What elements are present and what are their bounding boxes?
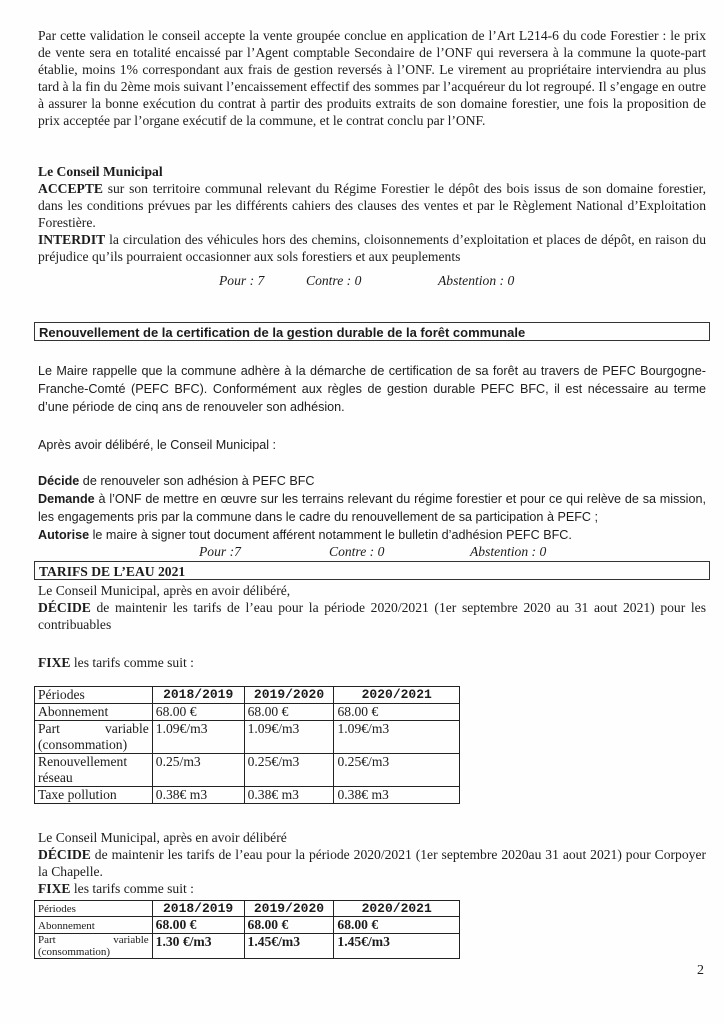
cell: 0.38€ m3 [244,787,334,804]
fixe-line [38,654,706,671]
interdit-keyword: INTERDIT [38,232,106,247]
table-row [35,917,460,934]
section-tarifs-header: TARIFS DE L’EAU 2021 [34,561,710,580]
cell: 68.00 € [244,704,334,721]
vote-abstention-2: Abstention : 0 [470,544,547,559]
cell: 1.45€/m3 [244,934,334,959]
row-label: Part variable (consommation) [35,934,153,959]
cell: 68.00 € [152,704,244,721]
row-label: Part variable (consommation) [35,721,153,754]
decide3-keyword: DÉCIDE [38,847,91,862]
row-label: Renouvellement réseau [35,754,153,787]
cell: 68.00 € [152,917,244,934]
cell: 1.45€/m3 [334,934,460,959]
cell: 68.00 € [334,917,460,934]
conseil-title: Le Conseil Municipal [38,164,163,179]
decide3-text: de maintenir les tarifs de l’eau pour la période 2020/2021 (1er septembre 2020au 31 aout 2021) pour Corpoyer la Chapelle. [38,847,706,879]
demande-keyword: Demande [38,492,95,506]
accepte-paragraph [38,180,706,231]
apres-deliberation: Après avoir délibéré, le Conseil Municipal : [38,438,276,452]
table-row [35,754,460,787]
decide-text: de renouveler son adhésion à PEFC BFC [79,474,315,488]
corpoyer-intro [38,829,706,897]
tarifs-table-contribuables [34,686,460,804]
cell: 0.38€ m3 [152,787,244,804]
cell: 1.30 €/m3 [152,934,244,959]
autorise-keyword: Autorise [38,528,90,542]
cell: 0.25€/m3 [334,754,460,787]
decide-keyword: Décide [38,474,80,488]
cm-apres2-line: Le Conseil Municipal, après en avoir délibéré [38,830,287,845]
vote-abstention-1: Abstention : 0 [438,273,515,288]
table-row [35,934,460,959]
tarifs-table-corpoyer [34,900,460,959]
maire-paragraph: Le Maire rappelle que la commune adhère à la démarche de certification de sa forêt au travers de PEFC Bourgogne-Franche-Comté (PEFC BFC). Conformément aux règles de gestion durable PEFC BFC, il est nécessaire au terme d’une période de cinq ans de renouveler son adhésion. [38,364,706,414]
cm-apres-line: Le Conseil Municipal, après en avoir délibéré, [38,583,291,598]
demande-line [38,490,706,526]
decide2-text: de maintenir les tarifs de l’eau pour la période 2020/2021 (1er septembre 2020 au 31 aout 2021) pour les contribuables [38,600,706,632]
row-label: Taxe pollution [35,787,153,804]
accepte-text: sur son territoire communal relevant du Régime Forestier le dépôt des bois issus de son domaine forestier, dans les conditions prévues par les différents cahiers des clauses des ventes et par le Règlement National d’Exploitation Forestière. [38,181,706,230]
vote-contre-1: Contre : 0 [306,273,362,288]
vote-pour-2: Pour :7 [199,544,241,559]
header-periodes: Périodes [35,901,153,917]
interdit-text: la circulation des véhicules hors des chemins, cloisonnements d’exploitation et places de dépôt, en raison du préjudice qu’ils pourraient occasionner aux sols forestiers et aux peuplements [38,232,706,264]
table-row [35,704,460,721]
page-number: 2 [697,963,704,978]
autorise-line [38,526,706,544]
fixe2-text: les tarifs comme suit : [70,881,194,896]
fixe2-line [38,880,706,897]
vente-paragraph [38,27,706,129]
fixe-text: les tarifs comme suit : [70,655,194,670]
row-label: Abonnement [35,704,153,721]
autorise-text: le maire à signer tout document afférent notamment le bulletin d’adhésion PEFC BFC. [89,528,572,542]
row-label: Abonnement [35,917,153,934]
table-row [35,787,460,804]
decisions-pefc [38,472,706,544]
cell: 68.00 € [244,917,334,934]
header-periodes: Périodes [35,687,153,704]
demande-text: à l’ONF de mettre en œuvre sur les terrains relevant du régime forestier et pour ce qui relève de sa mission, les engagements pris par la commune dans le cadre du renouvellement de sa participation à PEFC ; [38,492,706,524]
tarifs-intro [38,582,706,633]
header-col: 2019/2020 [244,687,334,704]
decide-line [38,472,706,490]
cell: 0.25€/m3 [244,754,334,787]
decide3-paragraph [38,846,706,880]
cell: 1.09€/m3 [334,721,460,754]
header-col: 2018/2019 [152,901,244,917]
cell: 1.09€/m3 [244,721,334,754]
cell: 1.09€/m3 [152,721,244,754]
header-col: 2018/2019 [152,687,244,704]
vente-text: Par cette validation le conseil accepte la vente groupée conclue en application de l’Art L214-6 du code Forestier : le prix de vente sera en totalité encaissé par l’Agent comptable Secondaire de l’ONF qui reversera à la commune la quote-part établie, moins 1% correspondant aux frais de gestion reversés à l’ONF. Le virement au propriétaire interviendra au plus tard à la fin du 2ème mois suivant l’encaissement effectif des sommes par l’acquéreur du lot regroupé. Il s’engage en outre à assurer la bonne exécution du contrat à partir des produits extraits de son domaine forestier, une fois la proposition de prix acceptée par l’organe exécutif de la commune, et le contrat conclu par l’ONF. [38,28,706,128]
decide2-keyword: DÉCIDE [38,600,91,615]
cell: 0.25/m3 [152,754,244,787]
vote-contre-2: Contre : 0 [329,544,385,559]
header-col: 2020/2021 [334,901,460,917]
header-col: 2019/2020 [244,901,334,917]
fixe-keyword: FIXE [38,655,71,670]
conseil-block [38,163,706,265]
section-certification-header: Renouvellement de la certification de la gestion durable de la forêt communale [34,322,710,341]
table-header-row [35,901,460,917]
table-header-row [35,687,460,704]
decide2-paragraph [38,599,706,633]
cell: 0.38€ m3 [334,787,460,804]
cell: 68.00 € [334,704,460,721]
header-col: 2020/2021 [334,687,460,704]
interdit-paragraph [38,231,706,265]
accepte-keyword: ACCEPTE [38,181,103,196]
vote-pour-1: Pour : 7 [219,273,265,288]
fixe2-keyword: FIXE [38,881,71,896]
table-row [35,721,460,754]
